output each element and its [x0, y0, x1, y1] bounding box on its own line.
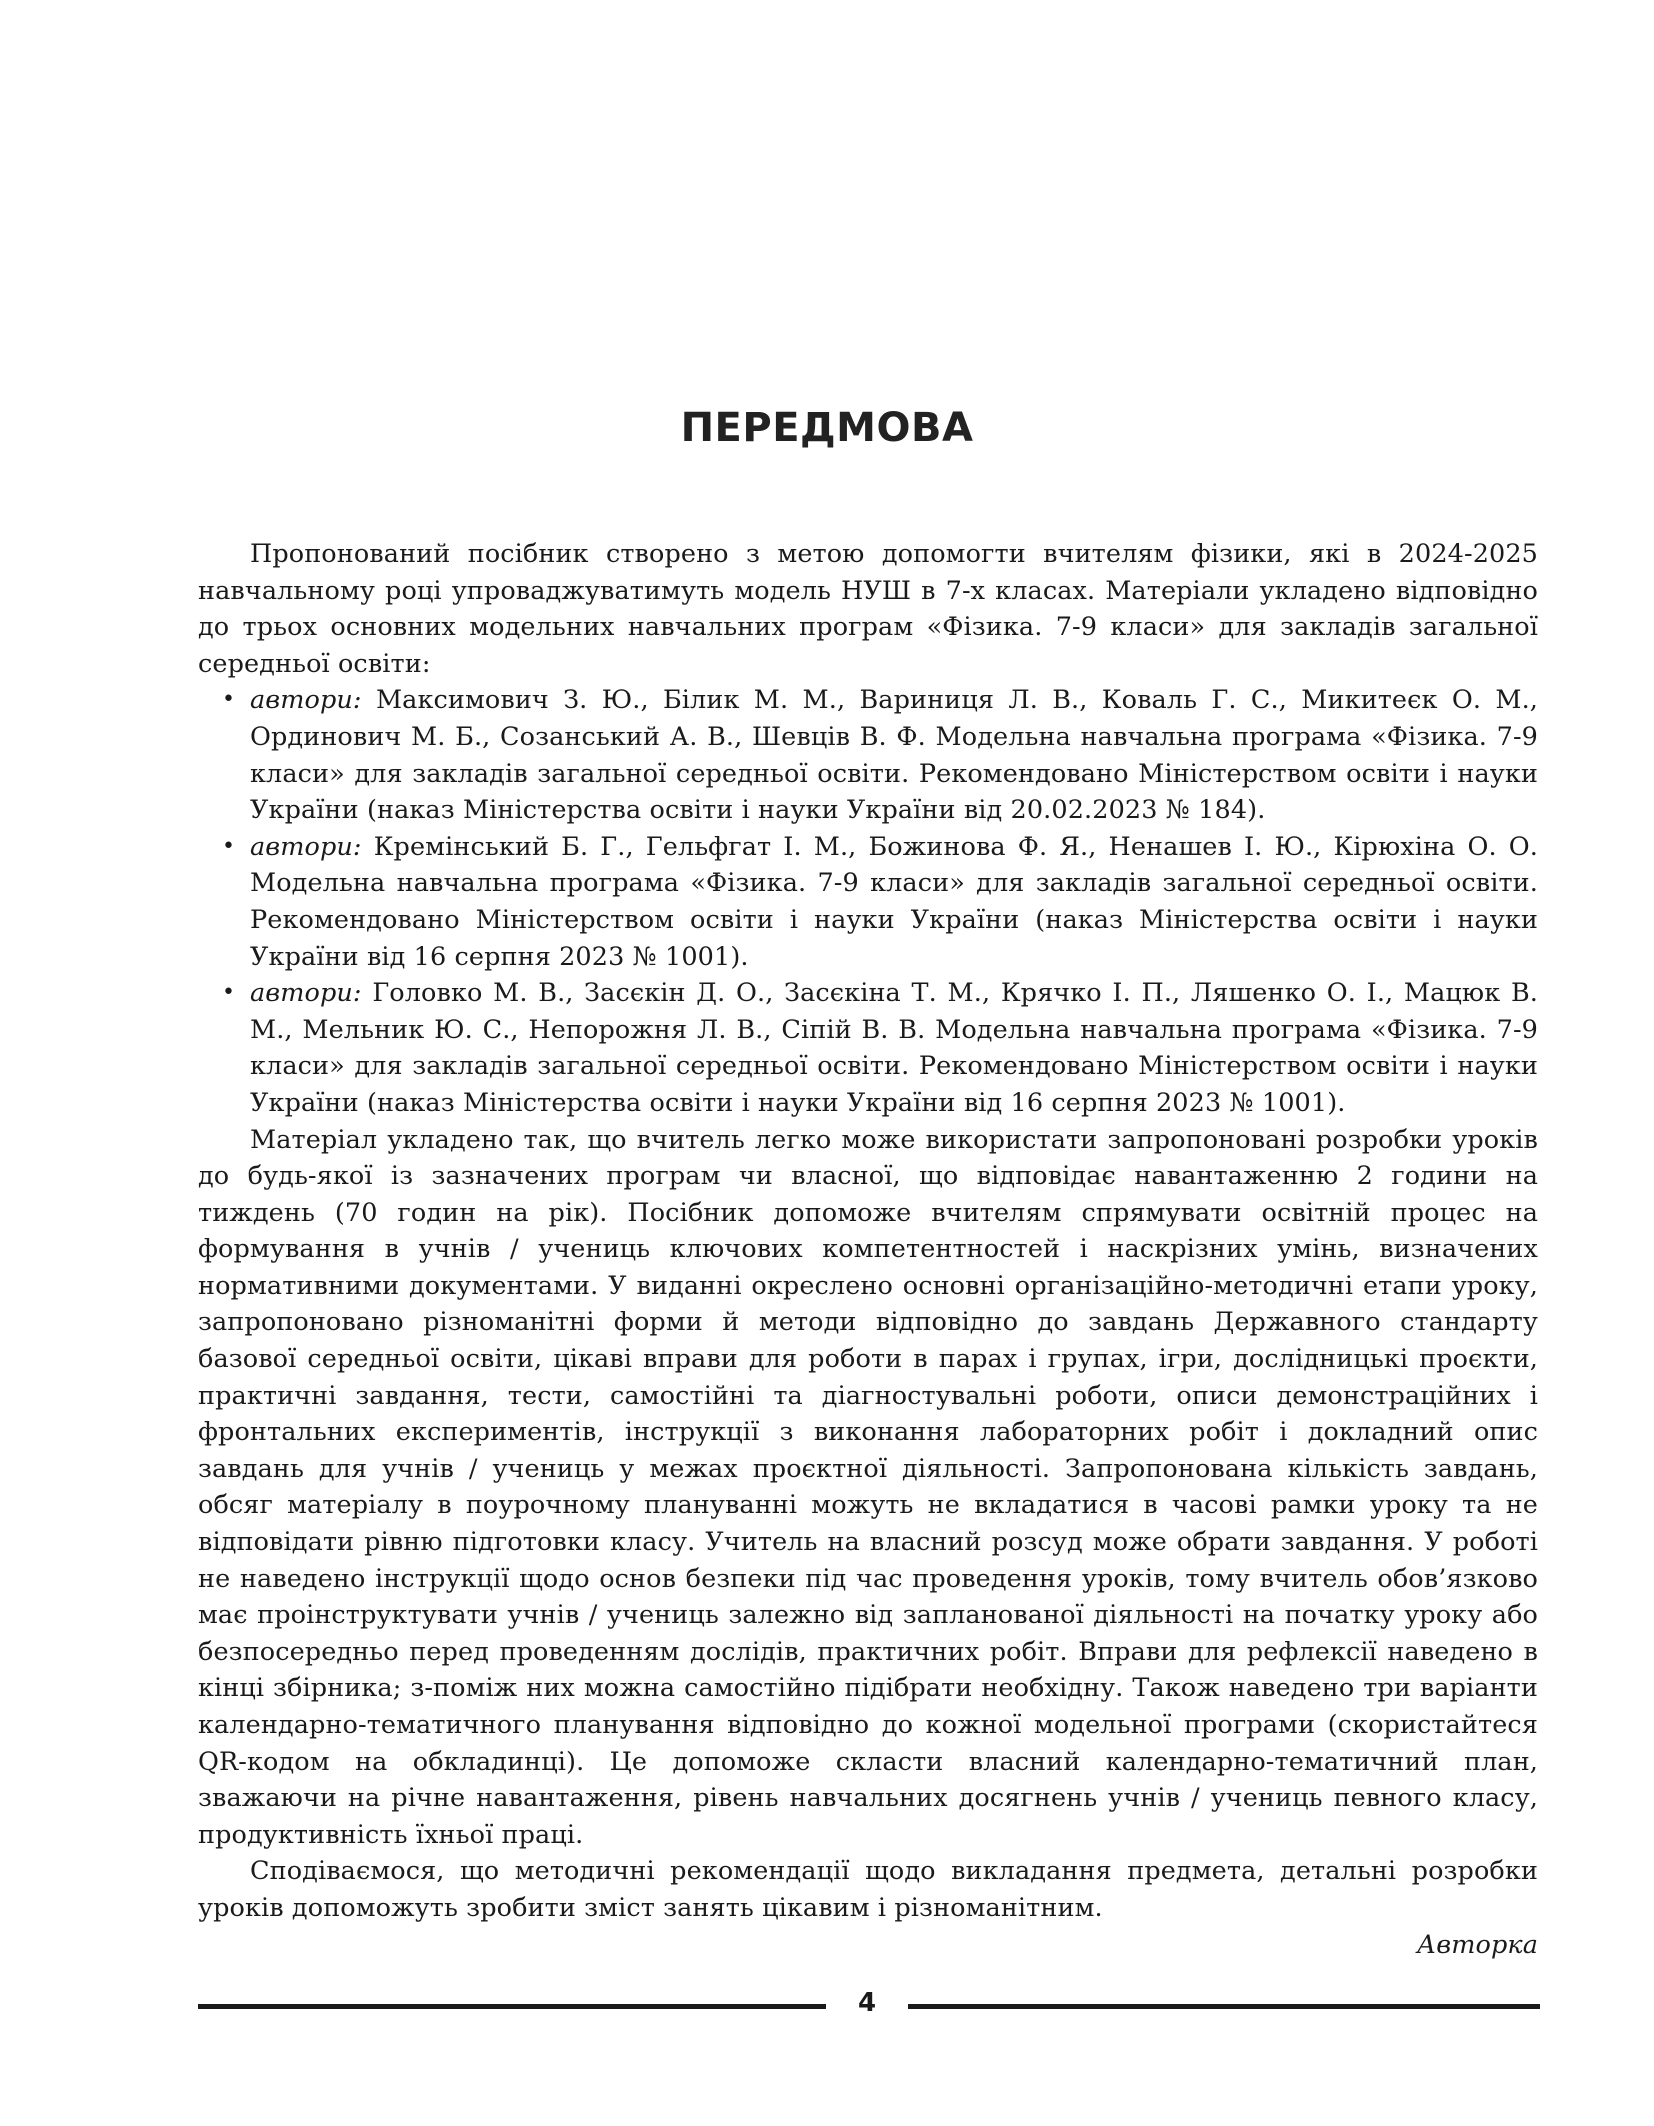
program-description: Максимович З. Ю., Білик М. М., Вариниця Л. В., Коваль Г. С., Микитеєк О. М., Ординович М. Б., Созанський А. В., Шевців В. Ф. Модельна навчальна програма «Фізика. 7-9 класи» для закладів загальної середньої освіти. Рекомендовано Міністерством освіти і науки України (наказ Міністерства освіти і науки України від 20.02.2023 № 184). — [250, 685, 1538, 826]
body-paragraph: Матеріал укладено так, що вчитель легко може використати запропоновані розробки уроків до будь-якої із зазначених програм чи власної, що відповідає навантаженню 2 години на тиждень (70 годин на рік). Посібник допоможе вчителям спрямувати освітній процес на формування в учнів / учениць ключових компетентностей і наскрізних умінь, визначених нормативними документами. У виданні окреслено основні організаційно-методичні етапи уроку, запропоновано різноманітні форми й методи відповідно до завдань Державного стандарту базової середньої освіти, цікаві вправи для роботи в парах і групах, ігри, дослідницькі проєкти, практичні завдання, тести, самостійні та діагностувальні роботи, описи демонстраційних і фронтальних експериментів, інструкції з виконання лабораторних робіт і докладний опис завдань для учнів / учениць у межах проєктної діяльності. Запропонована кількість завдань, обсяг матеріалу в поурочному плануванні можуть не вкладатися в часові рамки уроку та не відповідати рівню підготовки класу. Учитель на власний розсуд може обрати завдання. У роботі не наведено інструкції щодо основ безпеки під час проведення уроків, тому вчитель обов’язково має проінструктувати учнів / учениць залежно від запланованої діяльності на початку уроку або безпосередньо перед проведенням дослідів, практичних робіт. Вправи для рефлексії наведено в кінці збірника; з-поміж них можна самостійно підібрати необхідну. Також наведено три варіанти календарно-тематичного планування відповідно до кожної модельної програми (скористайтеся QR-кодом на обкладинці). Це допоможе скласти власний календарно-тематичний план, зважаючи на річне навантаження, рівень навчальних досягнень учнів / учениць певного класу, продуктивність їхньої праці. — [198, 1124, 1538, 1850]
preface-content — [198, 536, 1538, 1963]
program-item — [222, 829, 1538, 975]
authors-label: автори: — [250, 831, 362, 862]
program-item — [222, 682, 1538, 828]
footer-rule-right — [908, 2004, 1540, 2009]
program-item — [222, 975, 1538, 1121]
page-title: ПЕРЕДМОВА — [680, 404, 974, 451]
bullet-icon: • — [222, 980, 236, 1006]
bullet-icon: • — [222, 687, 236, 713]
program-list — [198, 682, 1538, 1121]
program-description: Головко М. В., Засєкін Д. О., Засєкіна Т. М., Крячко І. П., Ляшенко О. І., Мацюк В. М., Мельник Ю. С., Непорожня Л. В., Сіпій В. В. Модельна навчальна програма «Фізика. 7-9 класи» для закладів загальної середньої освіти. Рекомендовано Міністерством освіти і науки України (наказ Міністерства освіти і науки України від 16 серпня 2023 № 1001). — [250, 978, 1538, 1118]
footer-rule-left — [198, 2004, 826, 2009]
authors-label: автори: — [250, 978, 362, 1009]
signature: Авторка — [1416, 1929, 1538, 1960]
bullet-icon: • — [222, 833, 236, 859]
intro-paragraph: Пропонований посібник створено з метою допомогти вчителям фізики, які в 2024-2025 навчальному році упроваджуватимуть модель НУШ в 7-х класах. Матеріали укладено відповідно до трьох основних модельних навчальних програм «Фізика. 7-9 класи» для закладів загальної середньої освіти: — [198, 539, 1538, 679]
page-number: 4 — [857, 1988, 877, 2018]
closing-paragraph: Сподіваємося, що методичні рекомендації щодо викладання предмета, детальні розробки уроків допоможуть зробити зміст занять цікавим і різноманітним. — [198, 1856, 1538, 1923]
program-description: Кремінський Б. Г., Гельфгат І. М., Божинова Ф. Я., Ненашев І. Ю., Кірюхіна О. О. Модельна навчальна програма «Фізика. 7-9 класи» для закладів загальної середньої освіти. Рекомендовано Міністерством освіти і науки України (наказ Міністерства освіти і науки України від 16 серпня 2023 № 1001). — [250, 831, 1538, 972]
authors-label: автори: — [250, 685, 362, 716]
